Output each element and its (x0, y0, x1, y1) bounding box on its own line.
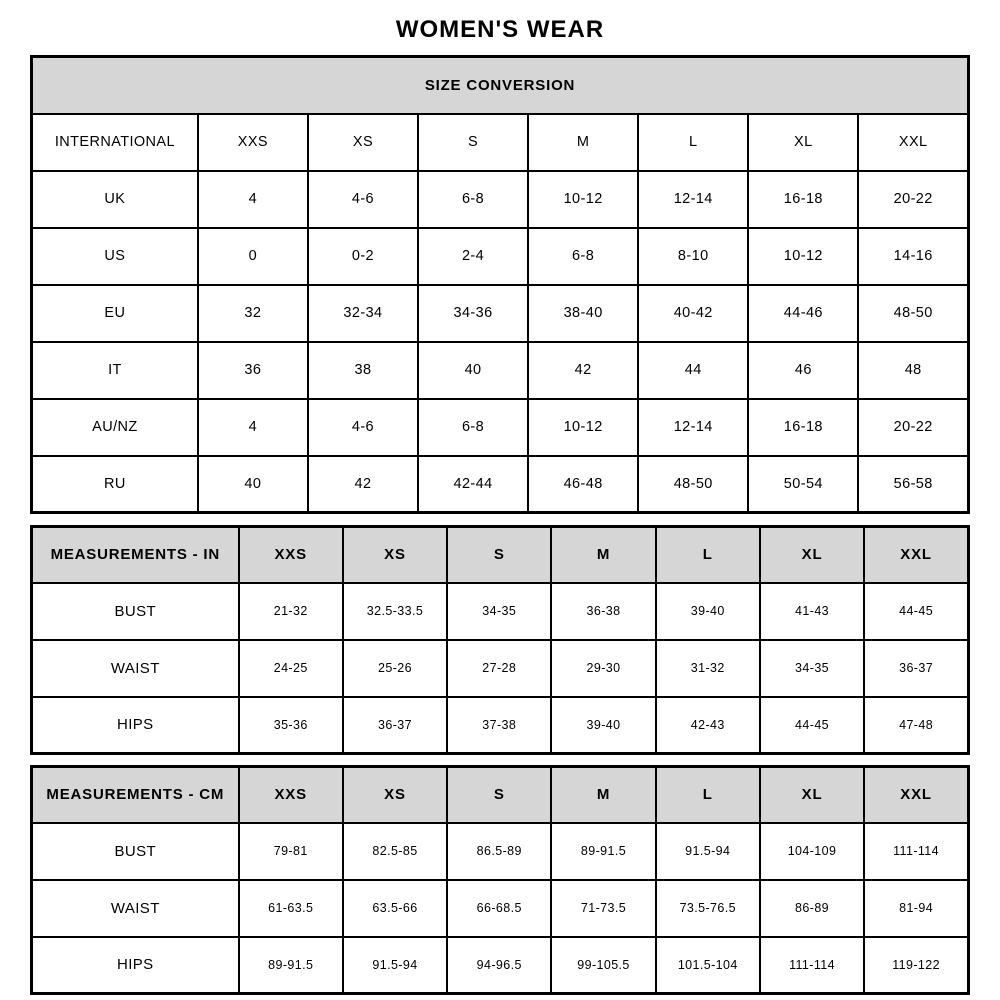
size-cell: 36 (198, 342, 308, 399)
table-row-us (32, 228, 969, 285)
measure-cell: 119-122 (864, 937, 968, 994)
col-header-xl: XL (748, 114, 858, 171)
size-cell: 4 (198, 171, 308, 228)
col-header-xs: XS (308, 114, 418, 171)
col-header-m: M (551, 767, 655, 823)
col-header-m: M (551, 527, 655, 583)
size-cell: 4 (198, 399, 308, 456)
measure-cell: 79-81 (239, 823, 343, 880)
measurements-cm-title: MEASUREMENTS - CM (32, 767, 239, 823)
measure-cell: 37-38 (447, 697, 551, 754)
size-cell: 40-42 (638, 285, 748, 342)
size-cell: 12-14 (638, 171, 748, 228)
col-header-xs: XS (343, 527, 447, 583)
measurements-in-table (30, 525, 970, 755)
table-row-eu (32, 285, 969, 342)
size-cell: 44 (638, 342, 748, 399)
measure-cell: 89-91.5 (239, 937, 343, 994)
size-cell: 48-50 (638, 456, 748, 513)
row-label-uk: UK (32, 171, 198, 228)
col-header-s: S (447, 767, 551, 823)
measure-cell: 42-43 (656, 697, 760, 754)
col-header-xxs: XXS (198, 114, 308, 171)
measure-cell: 73.5-76.5 (656, 880, 760, 937)
col-header-s: S (447, 527, 551, 583)
measure-cell: 36-38 (551, 583, 655, 640)
size-cell: 10-12 (528, 399, 638, 456)
size-cell: 44-46 (748, 285, 858, 342)
measure-cell: 89-91.5 (551, 823, 655, 880)
size-cell: 12-14 (638, 399, 748, 456)
col-header-international: INTERNATIONAL (32, 114, 198, 171)
table-row-hips-cm (32, 937, 969, 994)
measurements-cm-header-row (32, 767, 969, 823)
table-row-waist-cm (32, 880, 969, 937)
measure-cell: 63.5-66 (343, 880, 447, 937)
col-header-xxs: XXS (239, 527, 343, 583)
measure-cell: 32.5-33.5 (343, 583, 447, 640)
col-header-xs: XS (343, 767, 447, 823)
row-label-eu: EU (32, 285, 198, 342)
table-row-bust-cm (32, 823, 969, 880)
measure-cell: 86-89 (760, 880, 864, 937)
size-cell: 48-50 (858, 285, 968, 342)
size-cell: 46 (748, 342, 858, 399)
size-cell: 6-8 (418, 399, 528, 456)
table-row-it (32, 342, 969, 399)
size-cell: 14-16 (858, 228, 968, 285)
measure-cell: 104-109 (760, 823, 864, 880)
measure-cell: 25-26 (343, 640, 447, 697)
row-label-bust: BUST (32, 823, 239, 880)
measure-cell: 41-43 (760, 583, 864, 640)
measure-cell: 86.5-89 (447, 823, 551, 880)
measure-cell: 111-114 (864, 823, 968, 880)
size-cell: 42 (528, 342, 638, 399)
size-cell: 4-6 (308, 171, 418, 228)
size-cell: 16-18 (748, 171, 858, 228)
measure-cell: 34-35 (760, 640, 864, 697)
size-conversion-header-row (32, 114, 969, 171)
size-cell: 20-22 (858, 399, 968, 456)
table-row-uk (32, 171, 969, 228)
size-cell: 42 (308, 456, 418, 513)
col-header-xl: XL (760, 767, 864, 823)
col-header-xxl: XXL (864, 527, 968, 583)
size-cell: 40 (418, 342, 528, 399)
size-cell: 32 (198, 285, 308, 342)
measurements-cm-table (30, 765, 970, 995)
measure-cell: 66-68.5 (447, 880, 551, 937)
row-label-hips: HIPS (32, 937, 239, 994)
size-cell: 10-12 (528, 171, 638, 228)
measure-cell: 94-96.5 (447, 937, 551, 994)
row-label-waist: WAIST (32, 880, 239, 937)
measure-cell: 21-32 (239, 583, 343, 640)
table-row-ru (32, 456, 969, 513)
measure-cell: 31-32 (656, 640, 760, 697)
row-label-hips: HIPS (32, 697, 239, 754)
row-label-bust: BUST (32, 583, 239, 640)
size-cell: 8-10 (638, 228, 748, 285)
size-cell: 38 (308, 342, 418, 399)
table-row-aunz (32, 399, 969, 456)
col-header-xxs: XXS (239, 767, 343, 823)
measure-cell: 29-30 (551, 640, 655, 697)
size-cell: 0-2 (308, 228, 418, 285)
measure-cell: 36-37 (864, 640, 968, 697)
measure-cell: 47-48 (864, 697, 968, 754)
size-cell: 42-44 (418, 456, 528, 513)
row-label-it: IT (32, 342, 198, 399)
size-cell: 40 (198, 456, 308, 513)
measure-cell: 101.5-104 (656, 937, 760, 994)
size-cell: 2-4 (418, 228, 528, 285)
size-cell: 50-54 (748, 456, 858, 513)
col-header-l: L (638, 114, 748, 171)
measurements-in-header-row (32, 527, 969, 583)
row-label-waist: WAIST (32, 640, 239, 697)
size-cell: 38-40 (528, 285, 638, 342)
size-cell: 46-48 (528, 456, 638, 513)
measure-cell: 71-73.5 (551, 880, 655, 937)
size-cell: 48 (858, 342, 968, 399)
measure-cell: 81-94 (864, 880, 968, 937)
size-cell: 16-18 (748, 399, 858, 456)
measure-cell: 35-36 (239, 697, 343, 754)
size-conversion-table (30, 55, 970, 514)
table-row-bust-in (32, 583, 969, 640)
row-label-us: US (32, 228, 198, 285)
measure-cell: 91.5-94 (656, 823, 760, 880)
measure-cell: 36-37 (343, 697, 447, 754)
measure-cell: 99-105.5 (551, 937, 655, 994)
col-header-s: S (418, 114, 528, 171)
col-header-xxl: XXL (858, 114, 968, 171)
measure-cell: 111-114 (760, 937, 864, 994)
measurements-in-title: MEASUREMENTS - IN (32, 527, 239, 583)
measure-cell: 39-40 (551, 697, 655, 754)
measure-cell: 44-45 (760, 697, 864, 754)
row-label-ru: RU (32, 456, 198, 513)
col-header-xl: XL (760, 527, 864, 583)
col-header-xxl: XXL (864, 767, 968, 823)
measure-cell: 91.5-94 (343, 937, 447, 994)
table-row-waist-in (32, 640, 969, 697)
size-cell: 6-8 (418, 171, 528, 228)
measure-cell: 27-28 (447, 640, 551, 697)
col-header-l: L (656, 767, 760, 823)
measure-cell: 24-25 (239, 640, 343, 697)
measure-cell: 44-45 (864, 583, 968, 640)
col-header-m: M (528, 114, 638, 171)
size-cell: 56-58 (858, 456, 968, 513)
size-cell: 10-12 (748, 228, 858, 285)
size-cell: 32-34 (308, 285, 418, 342)
size-cell: 6-8 (528, 228, 638, 285)
size-cell: 0 (198, 228, 308, 285)
table-row-hips-in (32, 697, 969, 754)
size-conversion-banner-row (32, 57, 969, 114)
size-conversion-title: SIZE CONVERSION (32, 57, 969, 114)
measure-cell: 34-35 (447, 583, 551, 640)
measure-cell: 39-40 (656, 583, 760, 640)
size-cell: 34-36 (418, 285, 528, 342)
measure-cell: 82.5-85 (343, 823, 447, 880)
page-title: WOMEN'S WEAR (395, 16, 605, 43)
measure-cell: 61-63.5 (239, 880, 343, 937)
size-cell: 4-6 (308, 399, 418, 456)
col-header-l: L (656, 527, 760, 583)
size-cell: 20-22 (858, 171, 968, 228)
row-label-aunz: AU/NZ (32, 399, 198, 456)
